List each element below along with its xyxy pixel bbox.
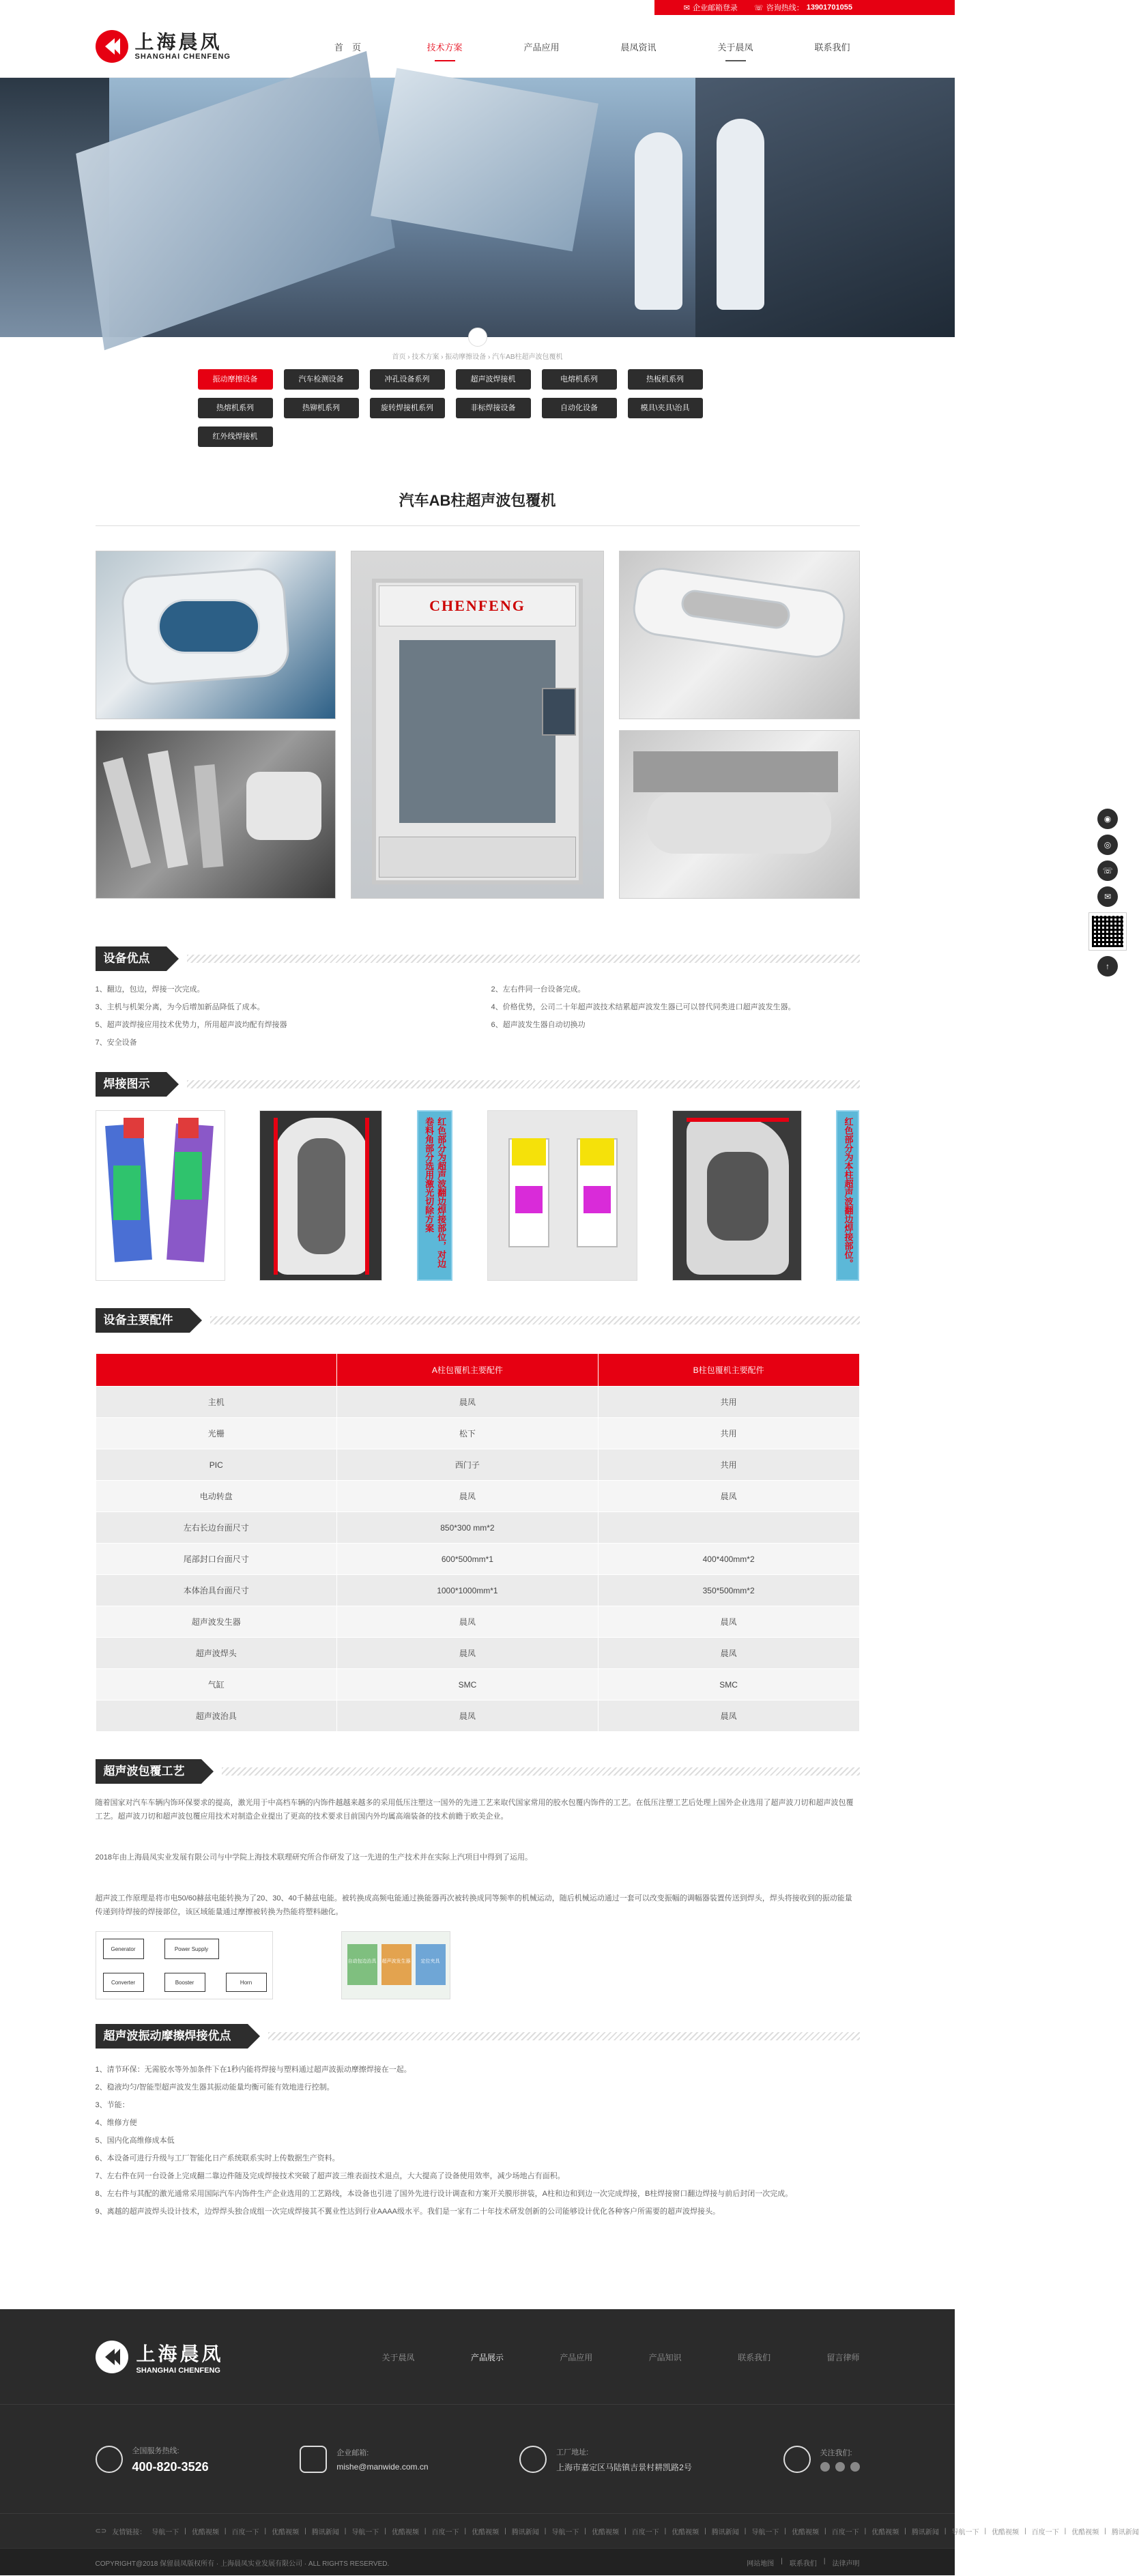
category-button[interactable]: 非标焊接设备 <box>456 398 531 418</box>
footer-nav-link[interactable]: 产品展示 <box>470 2352 504 2362</box>
breadcrumb: 首页 › 技术方案 › 振动摩擦设备 › 汽车AB柱超声波包覆机 <box>392 353 563 361</box>
wechat-icon[interactable]: ◎ <box>1097 835 1118 855</box>
footer-address: 工厂地址: 上海市嘉定区马陆镇吉景村耕凯路2号 <box>519 2446 692 2473</box>
weld-note: 红色部分为本柱超声波翻边焊接部位。 <box>836 1110 859 1281</box>
friend-link[interactable]: 百度一下 <box>831 2528 859 2536</box>
hotline: ☏ 咨询热线： 13901701055 <box>753 3 852 12</box>
category-button[interactable]: 热铆机系列 <box>284 398 359 418</box>
table-row: 左右长边台面尺寸 850*300 mm*2 <box>96 1512 859 1544</box>
section-title: 焊接图示 <box>96 1072 167 1097</box>
advantage-item: 1、翻边，包边，焊接一次完成。 <box>95 985 205 994</box>
banner-scroll-dot[interactable] <box>468 328 487 347</box>
category-button[interactable]: 超声波焊接机 <box>456 369 531 390</box>
list-item: 2、稳液均匀/智能型超声波发生器其振动能量均衡可能有效地进行控制。 <box>95 2083 334 2092</box>
footer-follow: 关注我们: <box>783 2446 860 2473</box>
nav-home[interactable]: 首 页 <box>334 42 361 53</box>
nav-contact[interactable]: 联系我们 <box>814 42 850 53</box>
list-item: 8、左右件与其配的激光通常采用国际汽车内饰件生产企业选用的工艺路线，本设备也引进了国外先进行设计调查和方案开关膜形拼装，A柱和边和到边一次完成焊接，B柱焊接窗口翻边焊接与前后封闭一次完成。 <box>95 2190 793 2198</box>
friend-link[interactable]: 百度一下 <box>231 2528 259 2536</box>
advantage-item: 2、左右件同一台设备完成。 <box>491 985 586 994</box>
category-button[interactable]: 自动化设备 <box>542 398 617 418</box>
friend-link[interactable]: 导航一下 <box>951 2528 979 2536</box>
link-icon: ⊂⊃ <box>95 2527 107 2535</box>
process-flow-diagrams <box>96 1931 860 1999</box>
phone-icon: ☏ <box>753 3 764 12</box>
weld-diagram-image <box>672 1110 802 1281</box>
top-contact-bar <box>654 0 955 15</box>
nav-about[interactable]: 关于晨凤 <box>708 35 763 59</box>
friend-link[interactable]: 导航一下 <box>551 2528 579 2536</box>
friend-link[interactable]: 优酷视频 <box>1071 2528 1099 2536</box>
section-title: 设备优点 <box>96 946 167 971</box>
category-button[interactable]: 汽车检测设备 <box>284 369 359 390</box>
section-header-weld <box>96 1072 860 1097</box>
friend-link[interactable]: 优酷视频 <box>191 2528 219 2536</box>
section-header-parts <box>96 1308 860 1333</box>
table-header: A柱包覆机主要配件 <box>337 1354 599 1387</box>
friend-links: ⊂⊃ 友情链接： 导航一下 | 优酷视频 | 百度一下 | 优酷视频 | 腾讯新闻 | 导航一下 | 优酷视频 | 百度一下 | 优酷视频 | 腾讯新闻 | 导航一下 | 优酷视频 | 百度一下 | 优酷视频 | 腾讯新闻 | 导航一下 | 优酷视频 | 百度一下 | 优酷视频 | 腾讯新闻 | 导航一下 | 优酷视频 | 百度一下 | 优酷视频 | 腾讯新闻 <box>95 2527 1139 2536</box>
friend-link[interactable]: 腾讯新闻 <box>711 2528 739 2536</box>
list-item: 7、左右件在同一台设备上完成翻二靠边件随及完成焊接技术突破了超声波三维表面技术退点，大大提高了设备使用效率，减少场地占有面积。 <box>95 2172 565 2180</box>
table-row: PIC 西门子 共用 <box>96 1449 859 1481</box>
category-button[interactable]: 热熔机系列 <box>198 398 273 418</box>
weld-diagram-image <box>487 1110 637 1281</box>
gallery-image[interactable] <box>96 730 336 899</box>
nav-applications[interactable]: 产品应用 <box>523 42 560 53</box>
sitemap-link[interactable]: 网站地图 <box>747 2560 775 2568</box>
section-header-advantages <box>96 946 860 971</box>
footer-email: 企业邮箱: mishe@manwide.com.cn <box>300 2446 428 2473</box>
list-item: 4、维修方便 <box>95 2119 137 2127</box>
nav-solutions[interactable]: 技术方案 <box>418 35 472 59</box>
logo-cn: 上海晨凤 <box>134 31 222 53</box>
contact-link[interactable]: 联系我们 <box>789 2560 817 2568</box>
mail-icon: ✉ <box>683 3 690 12</box>
table-row: 主机 晨凤 共用 <box>96 1387 859 1418</box>
copyright: COPYRIGHT@2018 保留晨凤版权所有 · 上海晨凤实业发展有限公司 · ALL RIGHTS RESERVED. <box>95 2560 390 2568</box>
qq-icon[interactable] <box>850 2462 860 2472</box>
parts-table <box>96 1353 860 1732</box>
section-title: 设备主要配件 <box>96 1308 190 1333</box>
gallery-image-main-machine[interactable] <box>351 551 605 899</box>
table-row: 光栅 松下 共用 <box>96 1418 859 1449</box>
top-strip <box>0 0 955 15</box>
friend-link[interactable]: 优酷视频 <box>992 2528 1020 2536</box>
heart-icon <box>783 2446 811 2473</box>
friend-link[interactable]: 导航一下 <box>751 2528 779 2536</box>
category-button[interactable]: 热板机系列 <box>628 369 703 390</box>
category-button[interactable]: 模具\夹具\治具 <box>628 398 703 418</box>
product-gallery <box>96 551 860 899</box>
qr-code-icon <box>1088 912 1127 951</box>
advantage-item: 6、超声波发生器自动切换功 <box>491 1021 586 1029</box>
table-row: 超声波治具 晨凤 晨凤 <box>96 1701 859 1732</box>
legal-link[interactable]: 法律声明 <box>832 2560 860 2568</box>
friend-link[interactable]: 导航一下 <box>152 2528 179 2536</box>
friend-link[interactable]: 百度一下 <box>631 2528 659 2536</box>
qq-icon[interactable]: ◉ <box>1097 809 1118 829</box>
nav-news[interactable]: 晨凤资讯 <box>620 42 657 53</box>
control-panel-icon <box>542 688 576 736</box>
weibo-icon[interactable] <box>820 2462 830 2472</box>
friend-link[interactable]: 百度一下 <box>431 2528 459 2536</box>
table-header <box>96 1354 337 1387</box>
category-button[interactable]: 冲孔设备系列 <box>370 369 445 390</box>
section-header-vibration <box>96 2024 860 2049</box>
category-buttons <box>198 369 758 447</box>
category-button[interactable]: 红外线焊接机 <box>198 426 273 447</box>
list-item: 3、节能： <box>95 2101 130 2109</box>
list-item: 6、本设备可进行升级与工厂智能化日产系统联系实时上传数据生产资料。 <box>95 2154 340 2162</box>
list-item: 5、国内化高维修成本低 <box>95 2137 175 2145</box>
table-header-row <box>96 1354 859 1387</box>
wechat-icon[interactable] <box>835 2462 845 2472</box>
category-button[interactable]: 旋转焊接机系列 <box>370 398 445 418</box>
table-row: 电动转盘 晨凤 晨凤 <box>96 1481 859 1512</box>
friend-link[interactable]: 优酷视频 <box>871 2528 899 2536</box>
footer-nav-link[interactable]: 联系我们 <box>738 2352 771 2362</box>
friend-link[interactable]: 优酷视频 <box>672 2528 700 2536</box>
table-row: 超声波发生器 晨凤 晨凤 <box>96 1606 859 1638</box>
friend-link[interactable]: 导航一下 <box>351 2528 379 2536</box>
welding-fixture-diagram: 自动包边治具 超声波发生器 定位夹具 <box>341 1931 450 1999</box>
back-to-top-icon[interactable]: ↑ <box>1097 956 1118 976</box>
weld-note: 红色部分为超声波翻边焊接部位，对边卷料角部分选用激光切除方案 <box>417 1110 452 1281</box>
footer-nav-link[interactable]: 留言律师 <box>826 2352 860 2362</box>
enterprise-email-link[interactable]: ✉ 企业邮箱登录 <box>683 3 738 12</box>
table-row: 超声波焊头 晨凤 晨凤 <box>96 1638 859 1669</box>
gallery-image[interactable] <box>619 551 859 719</box>
friend-link[interactable]: 优酷视频 <box>472 2528 500 2536</box>
location-pin-icon <box>519 2446 547 2473</box>
logo-en: SHANGHAI CHENFENG <box>134 53 231 61</box>
gallery-image[interactable] <box>619 730 859 899</box>
friend-link[interactable]: 百度一下 <box>1031 2528 1059 2536</box>
title-divider <box>96 525 860 526</box>
advantage-item: 5、超声波焊接应用技术优势力，所用超声波均配有焊接器 <box>95 1021 287 1029</box>
list-item: 1、清节环保：无需胶水等外加条件下在1秒内能将焊接与塑料通过超声波振动摩擦焊接在一起。 <box>95 2066 412 2074</box>
machine-brand-label: CHENFENG <box>379 585 577 626</box>
list-item: 9、离越的超声波焊头设计技术，边焊焊头独合成组一次完成焊接其不翼业性达到行业AAAA级水平。我们是一家有二十年技术研发创新的公司能够设计优化各种客户所需要的超声波焊接头。 <box>95 2208 720 2216</box>
site-header <box>0 15 955 78</box>
footer-nav-link[interactable]: 关于晨凤 <box>381 2352 415 2362</box>
footer-nav-link[interactable]: 产品知识 <box>648 2352 682 2362</box>
logo-icon <box>96 30 128 63</box>
table-row: 气缸 SMC SMC <box>96 1669 859 1701</box>
footer-nav-link[interactable]: 产品应用 <box>560 2352 593 2362</box>
table-row: 尾部封口台面尺寸 600*500mm*1 400*400mm*2 <box>96 1544 859 1575</box>
section-header-process <box>96 1759 860 1784</box>
weld-diagram-image <box>259 1110 382 1281</box>
advantage-item: 4、价格优势，公司二十年超声波技术结累超声波发生器已可以替代同类进口超声波发生器。 <box>491 1003 796 1011</box>
site-logo[interactable] <box>96 30 307 63</box>
friend-link[interactable]: 优酷视频 <box>591 2528 619 2536</box>
phone-icon[interactable]: ☏ <box>1097 860 1118 881</box>
ultrasonic-flow-diagram: Generator Power Supply Converter Booster Horn <box>96 1931 273 1999</box>
category-button[interactable]: 电熔机系列 <box>542 369 617 390</box>
mail-icon[interactable]: ✉ <box>1097 886 1118 907</box>
table-row: 本体治具台面尺寸 1000*1000mm*1 350*500mm*2 <box>96 1575 859 1606</box>
footer-hotline: 全国服务热线: 400-820-3526 <box>96 2445 209 2474</box>
phone-icon <box>96 2446 123 2473</box>
table-header: B柱包覆机主要配件 <box>598 1354 859 1387</box>
logo-icon <box>96 2341 128 2373</box>
category-button[interactable]: 振动摩擦设备 <box>198 369 273 390</box>
advantage-item: 7、安全设备 <box>95 1039 137 1047</box>
vibration-advantages-list <box>96 2061 860 2220</box>
process-paragraph: 超声波工作原理是将市电50/60赫兹电能转换为了20、30、40千赫兹电能。被转换成高频电能通过换能器再次被转换成同等频率的机械运动，随后机械运动通过一套可以改变振幅的调幅器装置传送到焊头，焊头将接收到的振动能量传递到待焊接的焊接部位，该区域能量通过摩擦被转换为热能将塑料融化。 <box>95 1894 852 1916</box>
side-float-toolbar <box>1088 809 1127 976</box>
friend-link[interactable]: 腾讯新闻 <box>1111 2528 1139 2536</box>
gallery-image[interactable] <box>96 551 336 719</box>
advantages-list <box>96 983 860 1047</box>
process-paragraph: 2018年由上海晨凤实业发展有限公司与中学院上海技术联理研究所合作研发了这一先进的生产技术并在实际上汽项目中得到了运用。 <box>95 1853 532 1862</box>
friend-link[interactable]: 腾讯新闻 <box>511 2528 539 2536</box>
friend-link[interactable]: 优酷视频 <box>792 2528 820 2536</box>
section-title: 超声波振动摩擦焊接优点 <box>96 2024 248 2049</box>
product-title: 汽车AB柱超声波包覆机 <box>399 492 556 509</box>
mail-icon <box>300 2446 327 2473</box>
process-paragraph: 随着国家对汽车车辆内饰环保要求的提高，激光用于中高档车辆的内饰件越越来越多的采用低压注塑这一国外的先进工艺来取代国家常用的胶水包覆内饰件的工艺。在低压注塑工艺后处理上国外企业选用了超声波刀切和超声波包覆工艺。超声波刀切和超声波包覆应用技术对制造企业提出了更高的技术要求目前国内外均属高端装备的技术前瞻于欧美企业。 <box>95 1799 854 1821</box>
weld-diagrams <box>96 1110 860 1281</box>
weld-diagram-image <box>96 1110 225 1281</box>
advantage-item: 3、主机与机架分离，为今后增加新品降低了成本。 <box>95 1003 265 1011</box>
friend-link[interactable]: 优酷视频 <box>272 2528 300 2536</box>
hero-banner <box>0 78 955 337</box>
friend-link[interactable]: 腾讯新闻 <box>311 2528 339 2536</box>
section-title: 超声波包覆工艺 <box>96 1759 201 1784</box>
main-nav <box>321 35 860 59</box>
friend-link[interactable]: 优酷视频 <box>391 2528 419 2536</box>
footer-logo[interactable]: 上海晨凤 SHANGHAI CHENFENG <box>96 2339 382 2375</box>
site-footer: 上海晨凤 SHANGHAI CHENFENG 关于晨凤 产品展示 产品应用 产品知识 联系我们 留言律师 全国服务热线: 400-820-3526 企业邮箱: mishe@manwide.com.cn 工厂地址: 上海市嘉定区马陆镇吉景村耕凯路2号 关注我们: ⊂⊃ 友情链接： 导航一下 | 优酷视频 | 百度一下 | 优酷视频 | 腾讯新闻 | 导航一下 | 优酷视频 | 百度一下 | 优酷视频 | 腾讯新闻 | 导航一下 | 优酷视频 | 百度一下 | 优酷视频 | 腾讯新闻 | 导航一下 | 优酷视频 | 百度一下 | 优酷视频 | 腾讯新闻 | 导航一下 | 优酷视频 | 百度一下 | 优酷视频 | 腾讯新闻 COPYRIGHT@2018 保留晨凤版权所有 · 上海晨凤实业发展有限公司 · ALL RIGHTS RESERVED. 网站地图 | 联系我们 | 法律声明 <box>0 2309 955 2575</box>
footer-nav <box>382 2351 860 2363</box>
friend-link[interactable]: 腾讯新闻 <box>911 2528 939 2536</box>
